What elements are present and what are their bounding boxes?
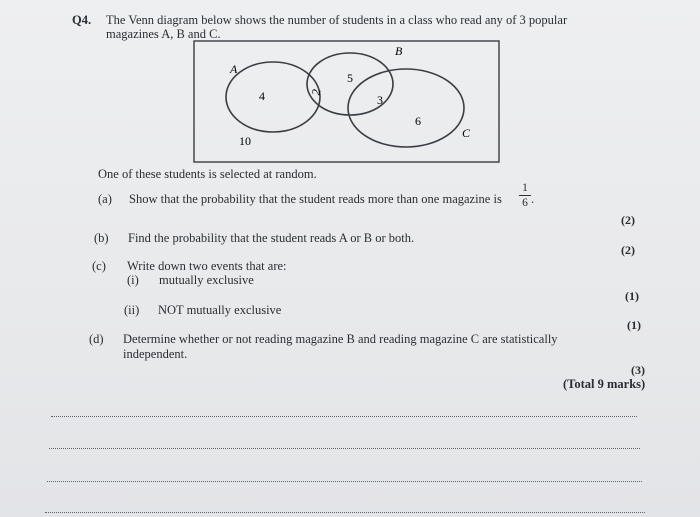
question-intro-line1: The Venn diagram below shows the number of students in a class who read any of 3 popular: [106, 13, 568, 27]
fraction-denominator: 6: [522, 197, 528, 209]
answer-line-2[interactable]: [49, 448, 640, 449]
selected-at-random-text: One of these students is selected at random.: [98, 167, 317, 181]
part-b-label: (b): [94, 231, 109, 245]
venn-label-a: A: [230, 62, 238, 76]
answer-line-4[interactable]: [45, 512, 645, 513]
part-c-text: Write down two events that are:: [127, 259, 287, 273]
venn-circle-c: [348, 69, 464, 147]
question-intro-line2: magazines A, B and C.: [106, 27, 221, 41]
part-c-ii-text: NOT mutually exclusive: [158, 303, 282, 317]
part-c-i-text: mutually exclusive: [159, 273, 254, 287]
venn-circle-a: [226, 62, 320, 132]
part-c-i-marks: (1): [625, 289, 639, 303]
venn-value-b-only: 5: [347, 71, 353, 85]
fraction-period: .: [531, 192, 535, 206]
part-c-ii-label: (ii): [124, 303, 140, 317]
part-d-text-line2: independent.: [123, 347, 188, 361]
answer-line-3[interactable]: [47, 481, 642, 482]
part-d-text-line1: Determine whether or not reading magazine B and reading magazine C are statistically: [123, 332, 558, 346]
part-a-label: (a): [98, 192, 112, 206]
part-a-text: Show that the probability that the student reads more than one magazine is: [129, 192, 502, 206]
venn-value-a-and-b: 2: [308, 87, 324, 97]
part-d-label: (d): [89, 332, 104, 346]
venn-value-b-and-c: 3: [377, 93, 383, 107]
answer-line-1[interactable]: [51, 416, 637, 417]
venn-value-a-only: 4: [259, 89, 265, 103]
part-c-ii-marks: (1): [627, 318, 641, 332]
part-d-marks: (3): [631, 363, 645, 377]
venn-label-c: C: [462, 126, 471, 140]
fraction-numerator: 1: [522, 182, 528, 194]
venn-value-c-only: 6: [415, 114, 421, 128]
question-number: Q4.: [72, 13, 92, 27]
part-a-fraction: [519, 182, 531, 209]
part-b-marks: (2): [621, 243, 635, 257]
part-c-label: (c): [92, 259, 106, 273]
fraction-bar: [519, 195, 531, 196]
part-a-marks: (2): [621, 213, 635, 227]
venn-diagram: [0, 0, 700, 170]
venn-label-b: B: [395, 44, 403, 58]
total-marks: (Total 9 marks): [563, 377, 646, 391]
part-c-i-label: (i): [127, 273, 139, 287]
venn-value-outside: 10: [239, 134, 251, 148]
part-b-text: Find the probability that the student reads A or B or both.: [128, 231, 415, 245]
